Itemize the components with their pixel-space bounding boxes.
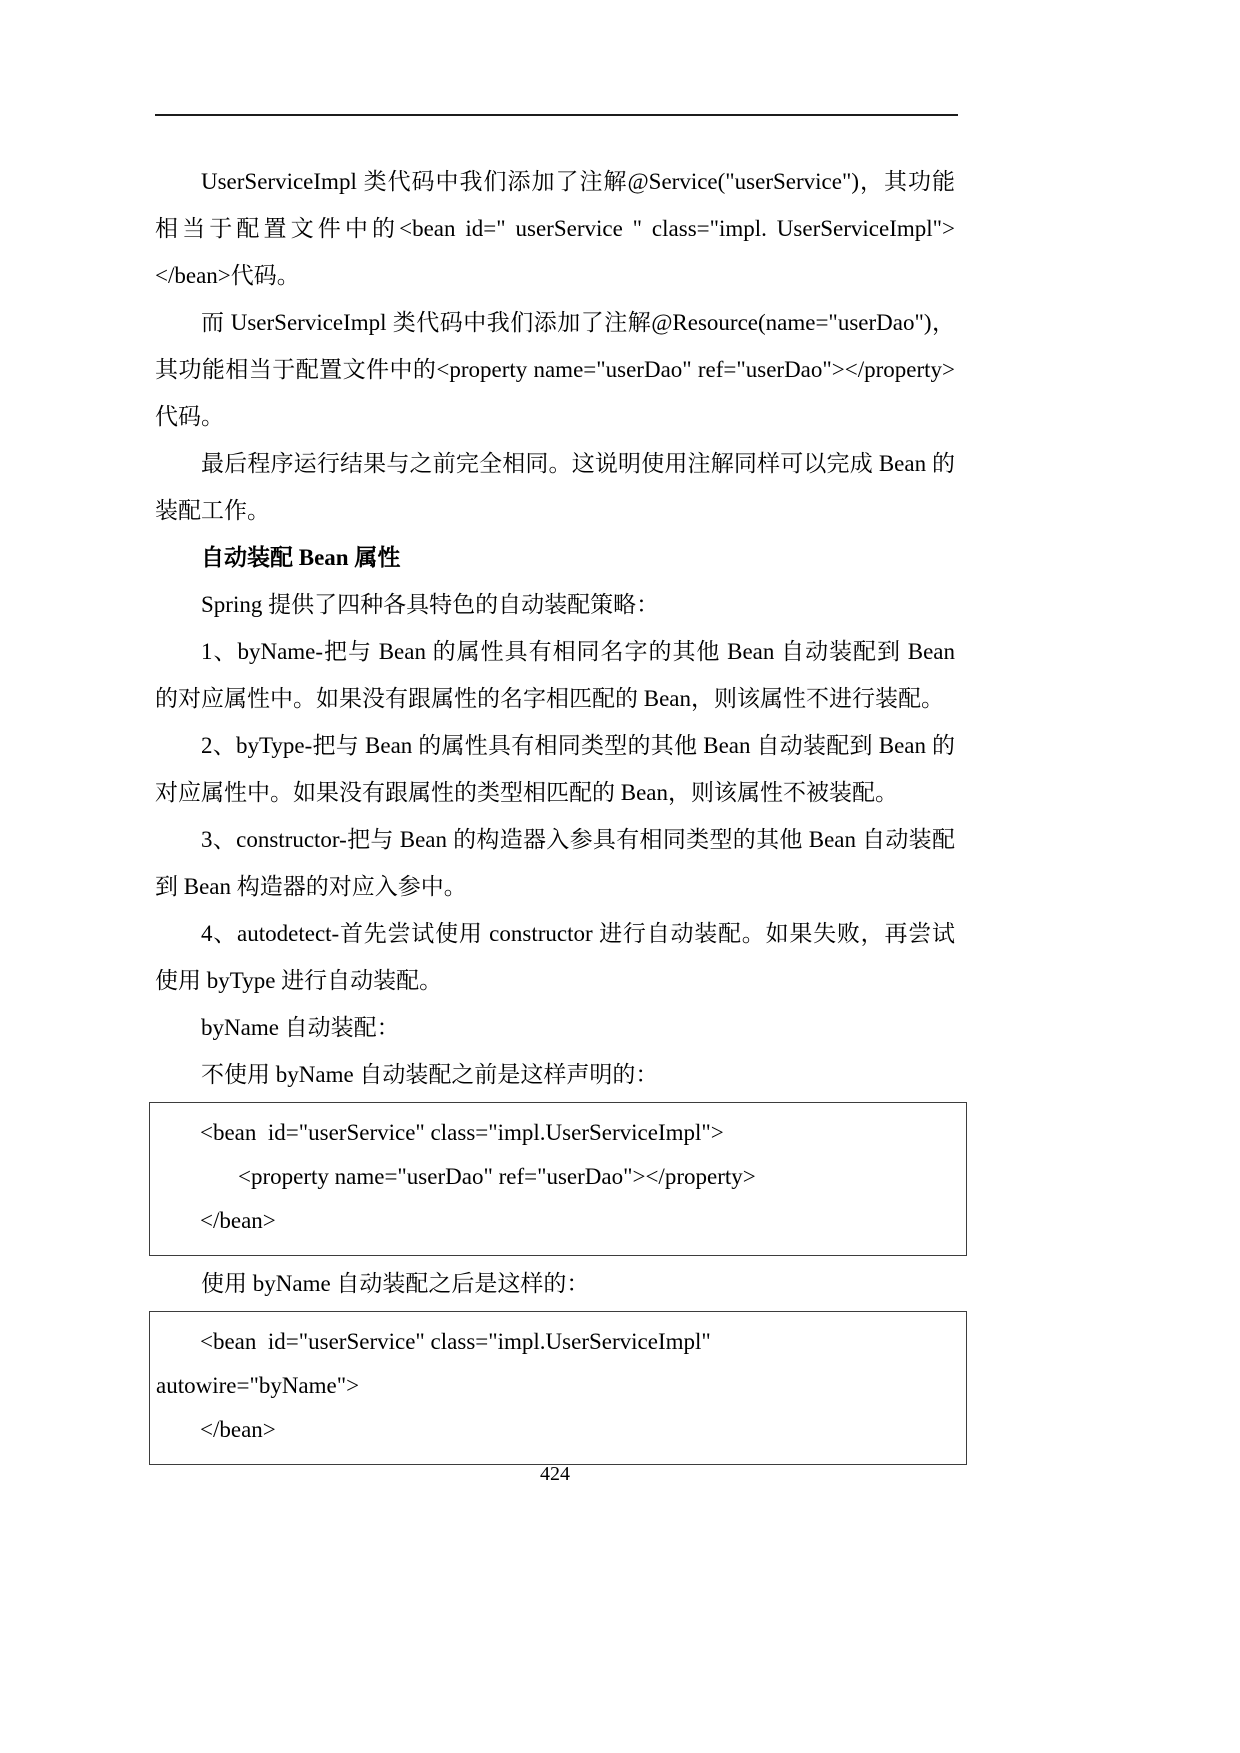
section-heading-autowire-bean-property: 自动装配 Bean 属性: [201, 545, 401, 570]
paragraph-userserviceimpl-service-annotation: UserServiceImpl 类代码中我们添加了注解@Service("userService")，其功能相当于配置文件中的<bean id=" userService " class="impl. UserServiceImpl"></bean>代码。: [155, 169, 955, 288]
list-item-bytype: 2、byType-把与 Bean 的属性具有相同类型的其他 Bean 自动装配到 Bean 的对应属性中。如果没有跟属性的类型相匹配的 Bean，则该属性不被装配。: [155, 733, 955, 805]
paragraph-spring-four-strategies: Spring 提供了四种各具特色的自动装配策略：: [201, 592, 660, 617]
code-line-autowire-attr: autowire="byName">: [156, 1373, 360, 1398]
code-line-bean-open: <bean id="userService" class="impl.UserServiceImpl">: [200, 1120, 724, 1145]
paragraph-before-byname-declaration: 不使用 byName 自动装配之前是这样声明的：: [201, 1062, 659, 1087]
code-line-property: <property name="userDao" ref="userDao"></property>: [238, 1164, 756, 1189]
list-item-constructor: 3、constructor-把与 Bean 的构造器入参具有相同类型的其他 Bean 自动装配到 Bean 构造器的对应入参中。: [155, 827, 955, 899]
page-content: [155, 158, 955, 1469]
code-box-after-autowire: [149, 1311, 967, 1465]
code-line-bean-close: </bean>: [200, 1417, 276, 1442]
list-item-byname: 1、byName-把与 Bean 的属性具有相同名字的其他 Bean 自动装配到 Bean 的对应属性中。如果没有跟属性的名字相匹配的 Bean，则该属性不进行装配。: [155, 639, 955, 711]
paragraph-run-result-same: 最后程序运行结果与之前完全相同。这说明使用注解同样可以完成 Bean 的装配工作。: [155, 451, 955, 523]
code-box-before-autowire: [149, 1102, 967, 1256]
list-item-autodetect: 4、autodetect-首先尝试使用 constructor 进行自动装配。如果失败，再尝试使用 byType 进行自动装配。: [155, 921, 955, 993]
header-rule: [155, 114, 958, 116]
paragraph-byname-autowire-label: byName 自动装配：: [201, 1015, 400, 1040]
paragraph-after-byname-declaration: 使用 byName 自动装配之后是这样的：: [201, 1271, 590, 1296]
code-line-bean-open: <bean id="userService" class="impl.UserServiceImpl": [200, 1329, 711, 1354]
paragraph-userserviceimpl-resource-annotation: 而 UserServiceImpl 类代码中我们添加了注解@Resource(name="userDao")，其功能相当于配置文件中的<property name="userDao" ref="userDao"></property>代码。: [155, 310, 955, 429]
page-number: 424: [540, 1463, 570, 1485]
code-line-bean-close: </bean>: [200, 1208, 276, 1233]
